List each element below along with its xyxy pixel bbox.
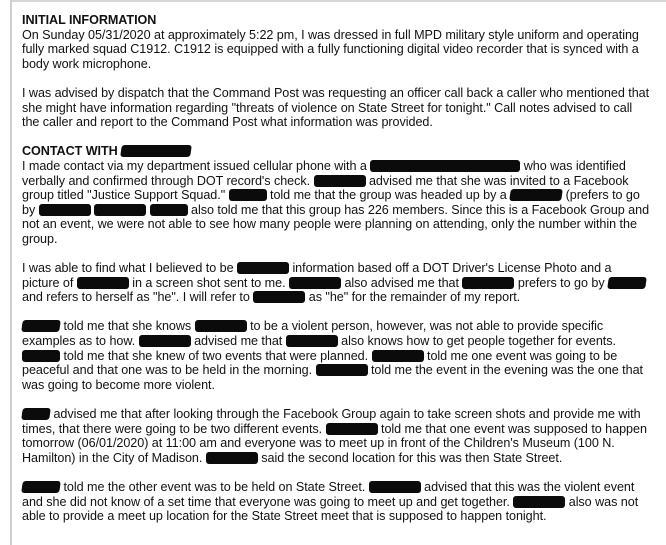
- redaction-block: [509, 189, 563, 201]
- sentence: I was able to find what I believed to be: [22, 261, 234, 276]
- sentence: information based off a DOT Driver's License Photo and a picture of: [22, 261, 612, 290]
- sentence: told me the event in the evening was the one that was going to become more violent.: [22, 363, 643, 392]
- sentence: to be a violent person, however, was not able to provide specific examples as to how.: [22, 319, 604, 349]
- redaction-block: [316, 364, 368, 376]
- redaction-block: [120, 145, 192, 157]
- redaction-block: [372, 350, 424, 362]
- paragraph-caller-contact: [22, 159, 652, 247]
- contact-with-label: CONTACT WITH: [22, 144, 118, 159]
- redaction-block: [206, 452, 258, 464]
- redaction-block: [94, 204, 146, 216]
- paragraph-violent-person: [22, 319, 652, 392]
- sentence: also advised me that: [344, 275, 459, 290]
- redaction-block: [369, 481, 421, 493]
- redaction-block: [286, 335, 338, 347]
- scan-edge-left: [10, 0, 12, 545]
- redaction-block: [314, 175, 366, 187]
- redaction-block: [607, 277, 647, 289]
- paragraph-identification: [22, 261, 652, 305]
- sentence: and refers to herself as "he". I will refer to: [22, 290, 250, 305]
- redaction-block: [370, 160, 520, 172]
- sentence: advised me that: [194, 334, 283, 349]
- sentence: also knows how to get people together for events.: [341, 334, 616, 349]
- paragraph-dispatch-advisory: I was advised by dispatch that the Command Post was requesting an officer call back a caller who mentioned that she might have information regarding "threats of violence on State Street for tonight." Call notes advised to call the caller and report to the Command Post what information was provided.: [22, 85, 650, 130]
- redaction-block: [150, 204, 188, 216]
- sentence: also was not able to provide a meet up location for the State Street meet that is supposed to happen tonight.: [22, 494, 639, 524]
- police-report-document: [22, 13, 652, 524]
- sentence: who was identified verbally and confirmed through DOT record's check.: [22, 158, 626, 188]
- redaction-block: [139, 335, 191, 347]
- redaction-block: [21, 320, 61, 332]
- redaction-block: [21, 408, 51, 420]
- sentence: prefers to go by: [517, 275, 605, 290]
- redaction-block: [462, 277, 514, 289]
- sentence: told me that she knew of two events that were planned.: [63, 348, 369, 363]
- sentence: told me that one event was supposed to happen tomorrow (06/01/2020) at 11:00 am and everyone was to meet up in front of the Children's Museum (100 N. Hamilton) in the City of Madison.: [22, 421, 647, 465]
- sentence: in a screen shot sent to me.: [132, 275, 286, 290]
- paragraph-facebook-events: [22, 407, 652, 465]
- sentence: said the second location for this was then State Street.: [261, 450, 563, 465]
- paragraph-squad-details: On Sunday 05/31/2020 at approximately 5:22 pm, I was dressed in full MPD military style uniform and operating fully marked squad C1912. C1912 is equipped with a fully functioning digital video recorder that is synced with a body work microphone.: [22, 27, 639, 71]
- contact-with-heading: [22, 144, 652, 159]
- redaction-block: [22, 350, 60, 362]
- redaction-block: [39, 204, 91, 216]
- sentence: told me the other event was to be held on State Street.: [63, 480, 366, 494]
- sentence: advised me that she was invited to a Facebook group titled "Justice Support Squad.": [22, 173, 629, 203]
- sentence: advised that this was the violent event and she did not know of a set time that everyone was going to meet up and get together.: [22, 480, 635, 509]
- redaction-block: [77, 277, 129, 289]
- sentence: advised me that after looking through the Facebook Group again to take screen shots and provide me with times, that there were going to be two different events.: [22, 407, 641, 436]
- sentence: as "he" for the remainder of my report.: [308, 290, 521, 305]
- sentence: told me that she knows: [63, 319, 192, 334]
- scan-edge-top: [10, 0, 666, 2]
- redaction-block: [229, 189, 267, 201]
- redaction-block: [326, 423, 378, 435]
- redaction-block: [237, 262, 289, 274]
- sentence: I made contact via my department issued cellular phone with a: [22, 158, 367, 173]
- redaction-block: [195, 320, 247, 332]
- sentence: (prefers to go by: [22, 188, 640, 217]
- redaction-block: [289, 277, 341, 289]
- redaction-block: [513, 496, 565, 508]
- sentence: told me one event was going to be peaceful and that one was to be held in the morning.: [22, 348, 618, 378]
- initial-information-heading: INITIAL INFORMATION: [22, 13, 157, 27]
- sentence: also told me that this group has 226 members. Since this is a Facebook Group and not an event, we were not able to see how many people were planning on attending, only the number within the group.: [22, 202, 650, 246]
- redaction-block: [21, 481, 61, 493]
- paragraph-state-street-event: [22, 480, 652, 524]
- sentence: told me that the group was headed up by a: [270, 188, 507, 203]
- redaction-block: [253, 291, 305, 303]
